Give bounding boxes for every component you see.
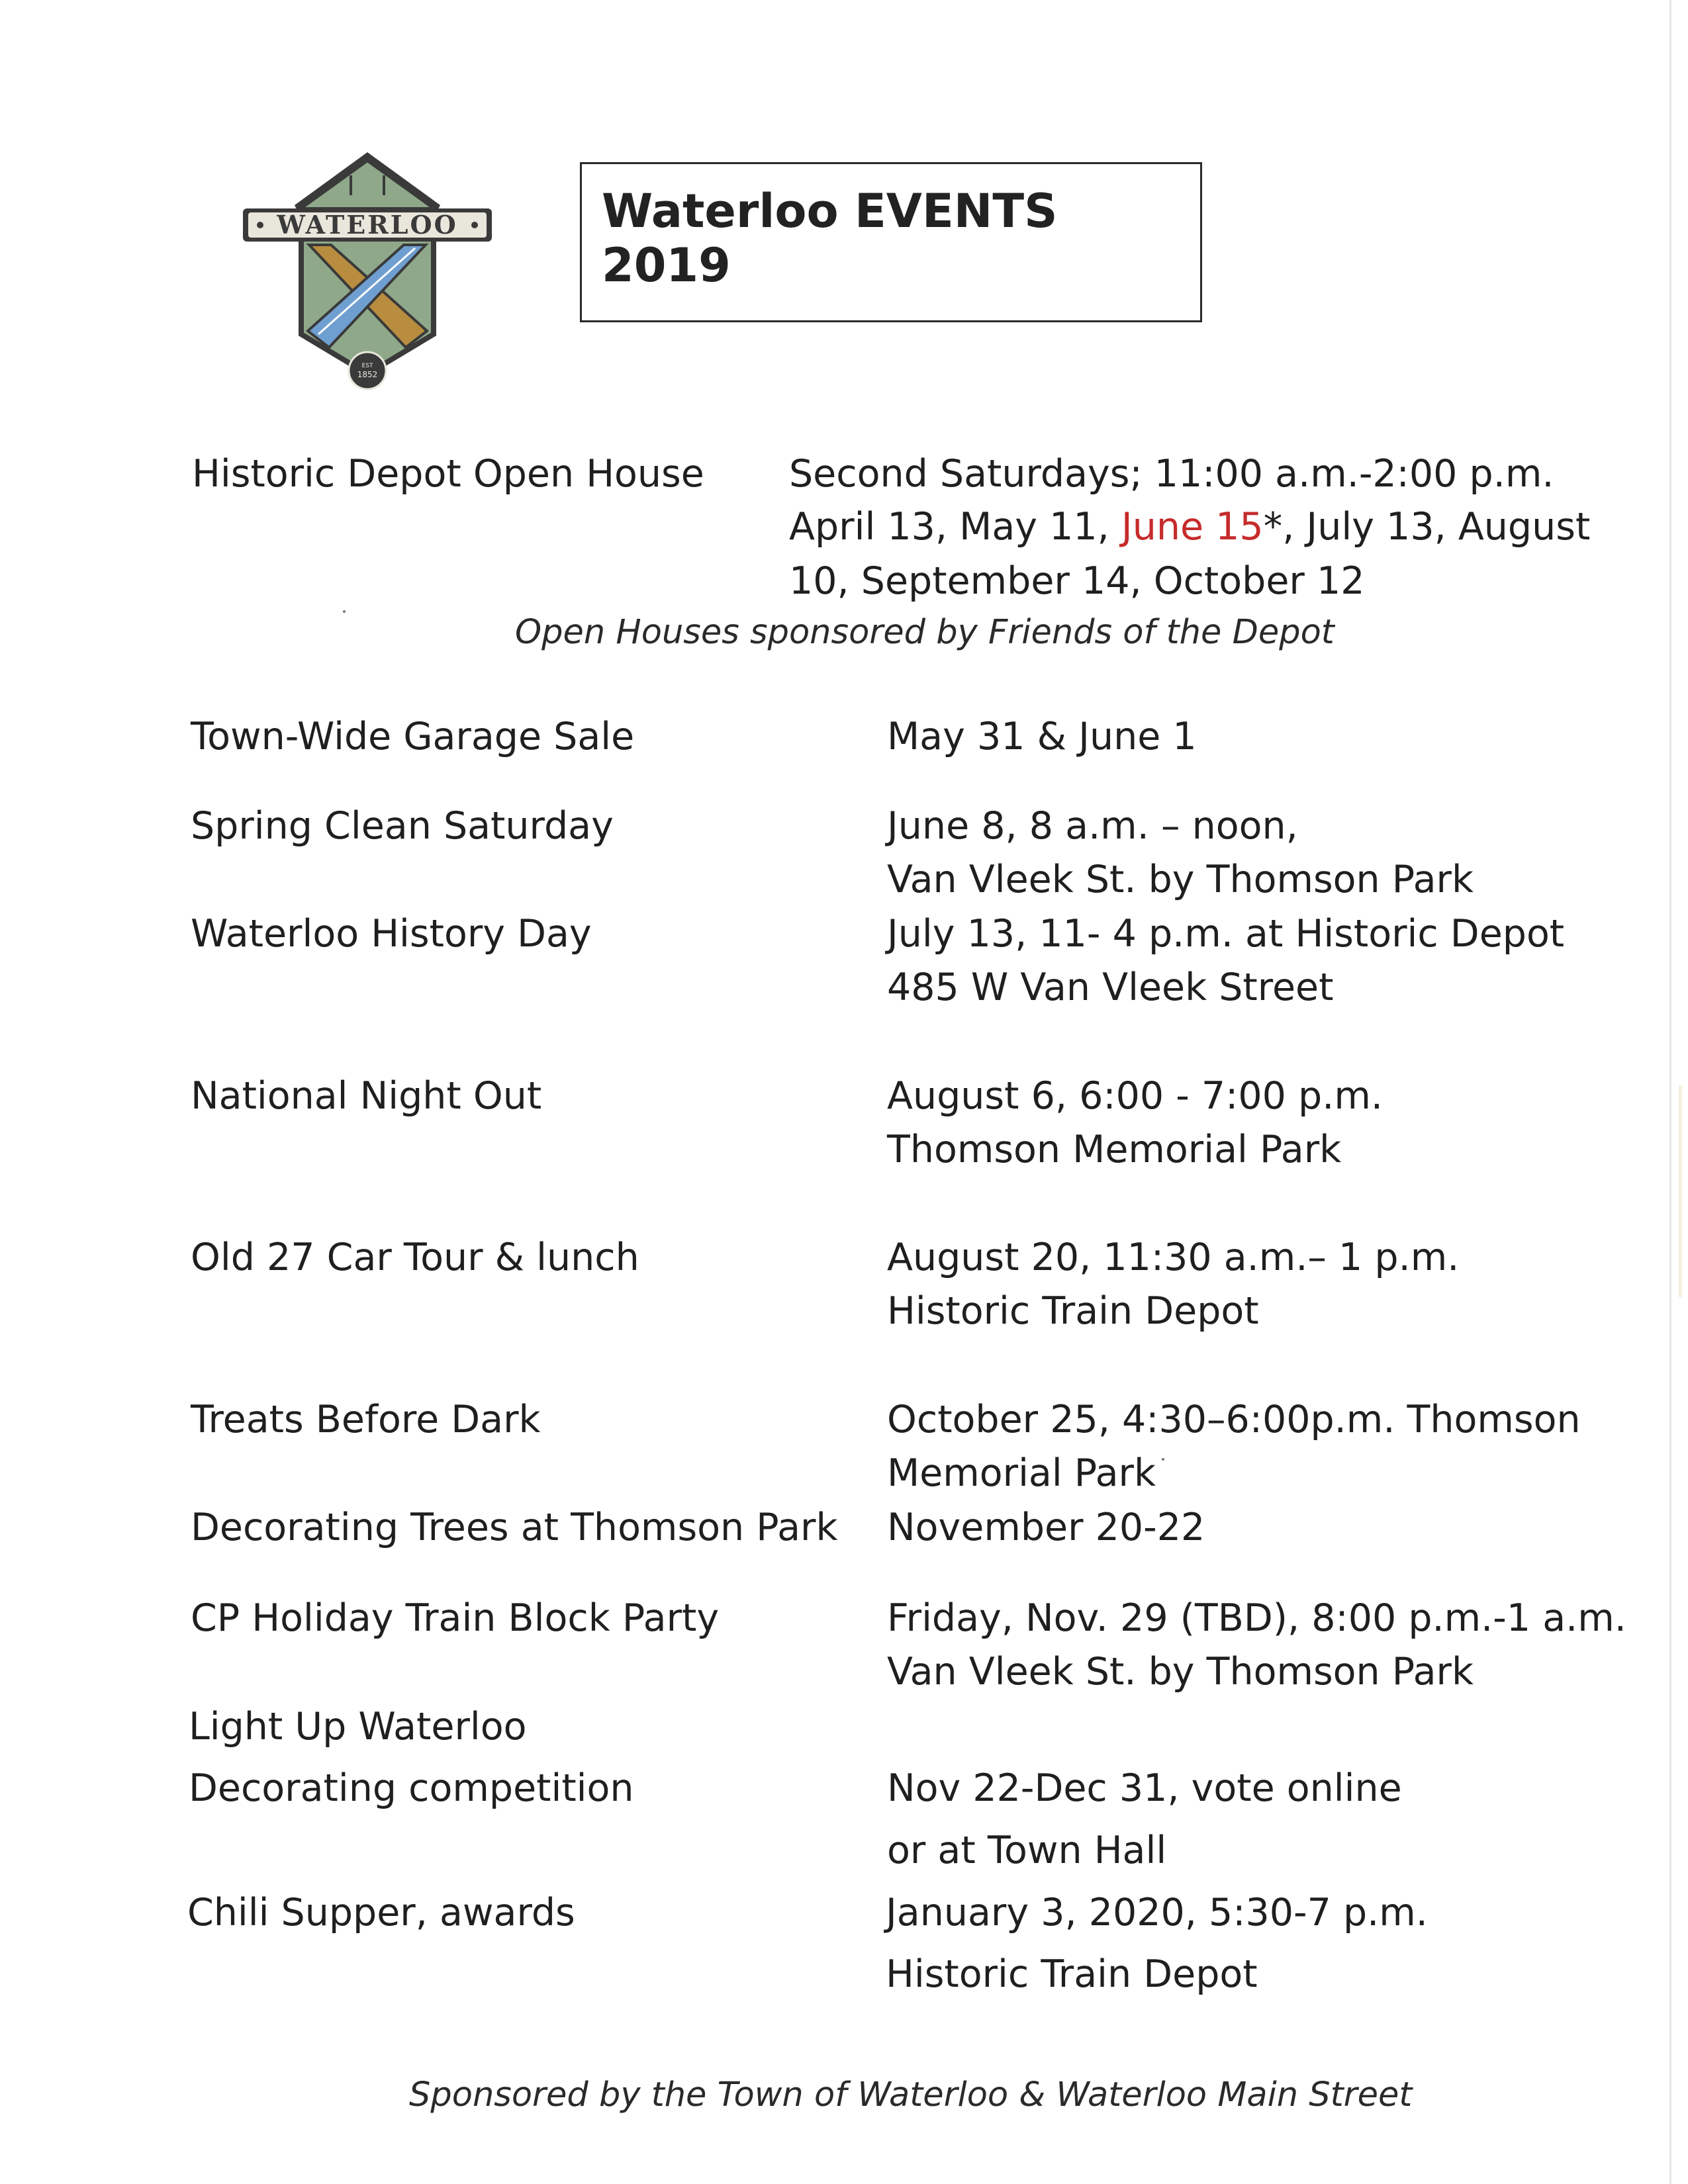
event-detail: 485 W Van Vleek Street [887,966,1334,1009]
depot-highlight-date: June 15 [1121,505,1264,549]
scan-edge [1669,0,1671,2184]
depot-dates-line-2: 10, September 14, October 12 [789,559,1365,603]
event-name: Decorating Trees at Thomson Park [191,1506,838,1549]
event-name: CP Holiday Train Block Party [191,1596,720,1640]
scan-speck [1162,1458,1164,1461]
event-detail: May 31 & June 1 [887,715,1197,758]
page-title: Waterloo EVENTS 2019 [602,184,1058,293]
svg-text:EST: EST [361,363,373,369]
depot-sponsor-note: Open Houses sponsored by Friends of the Depot [515,613,1335,652]
event-name: Waterloo History Day [191,912,592,956]
event-name: Light Up Waterloo [189,1705,527,1749]
logo-text: WATERLOO [277,210,458,240]
event-detail: Friday, Nov. 29 (TBD), 8:00 p.m.-1 a.m. [887,1596,1626,1640]
event-detail: August 20, 11:30 a.m.– 1 p.m. [887,1236,1460,1279]
depot-schedule: Second Saturdays; 11:00 a.m.-2:00 p.m. [789,452,1554,496]
event-name: Town-Wide Garage Sale [191,715,635,758]
event-detail: August 6, 6:00 - 7:00 p.m. [887,1074,1383,1118]
event-name: Chili Supper, awards [187,1891,575,1934]
event-detail: July 13, 11- 4 p.m. at Historic Depot [887,912,1565,956]
depot-dates-line-1: April 13, May 11, June 15*, July 13, August [789,505,1591,549]
logo-roof [301,161,434,208]
event-detail: or at Town Hall [887,1829,1167,1872]
event-detail: June 8, 8 a.m. – noon, [887,804,1298,848]
event-name: Old 27 Car Tour & lunch [191,1236,639,1279]
event-detail: Nov 22-Dec 31, vote online [887,1766,1402,1810]
event-detail: Historic Train Depot [887,1289,1259,1333]
title-box [580,162,1202,322]
depot-event-name: Historic Depot Open House [192,452,704,496]
event-name: Treats Before Dark [191,1398,541,1441]
footer-sponsor: Sponsored by the Town of Waterloo & Waterloo Main Street [409,2075,1413,2115]
event-name: National Night Out [191,1074,542,1118]
event-name: Decorating competition [189,1766,634,1810]
event-detail: Thomson Memorial Park [887,1128,1342,1171]
scan-speck [343,610,346,613]
event-detail: January 3, 2020, 5:30-7 p.m. [886,1891,1428,1934]
waterloo-logo [235,142,500,394]
event-detail: Van Vleek St. by Thomson Park [887,858,1474,901]
event-detail: November 20-22 [887,1506,1205,1549]
event-detail: Memorial Park [887,1451,1156,1495]
event-detail: Van Vleek St. by Thomson Park [887,1650,1474,1694]
event-name: Spring Clean Saturday [191,804,614,848]
event-detail: Historic Train Depot [886,1952,1258,1996]
svg-text:1852: 1852 [357,370,378,379]
event-detail: October 25, 4:30–6:00p.m. Thomson [887,1398,1581,1441]
scan-edge-tint [1679,1085,1682,1297]
